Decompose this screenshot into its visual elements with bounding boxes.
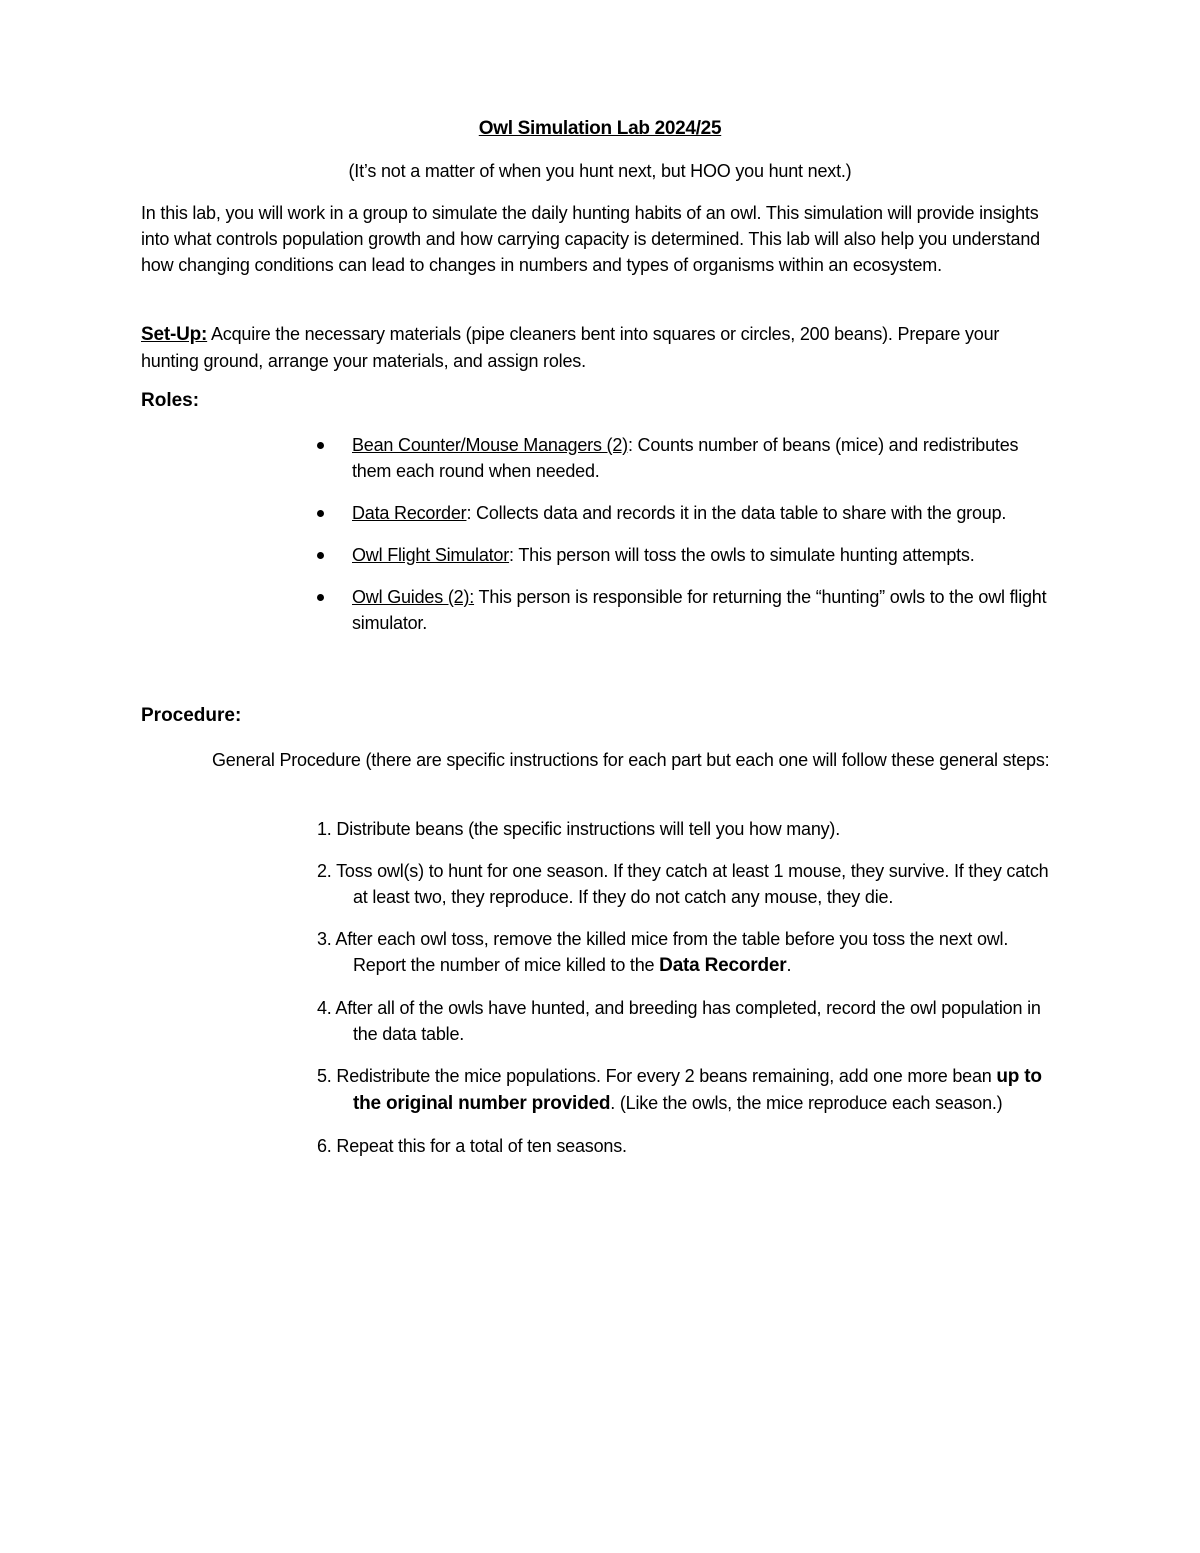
role-description: : Counts number of beans (mice) and redistributes them each round when needed. — [352, 435, 1019, 481]
setup-paragraph — [141, 321, 1061, 374]
role-name: Data Recorder — [352, 503, 467, 523]
setup-label: Set-Up: — [141, 324, 208, 345]
role-description: : This person will toss the owls to simulate hunting attempts. — [509, 545, 975, 565]
procedure-heading: Procedure: — [141, 705, 242, 726]
step-text-end: . — [786, 955, 792, 975]
step-emphasis: Data Recorder — [659, 955, 787, 976]
procedure-step: 4. After all of the owls have hunted, and breeding has completed, record the owl population in the data table. — [317, 998, 1041, 1044]
page-title: Owl Simulation Lab 2024/25 — [478, 118, 722, 139]
role-description: This person is responsible for returning the “hunting” owls to the owl flight simulator. — [352, 587, 1047, 633]
procedure-step: 2. Toss owl(s) to hunt for one season. If they catch at least 1 mouse, they survive. If they catch at least two, they reproduce. If they do not catch any mouse, they die. — [317, 861, 1049, 907]
step-text-end: . (Like the owls, the mice reproduce each season.) — [610, 1093, 1003, 1113]
role-name: Owl Guides (2): — [352, 587, 475, 607]
role-item — [352, 500, 1052, 526]
role-name: Owl Flight Simulator — [352, 545, 510, 565]
role-name: Bean Counter/Mouse Managers (2) — [352, 435, 628, 455]
subtitle: (It’s not a matter of when you hunt next, but HOO you hunt next.) — [348, 161, 852, 181]
procedure-step — [317, 1063, 1057, 1117]
step-text: 3. After each owl toss, remove the killed mice from the table before you toss the next owl. Report the number of mice killed to the — [317, 929, 1009, 975]
general-procedure: General Procedure (there are specific instructions for each part but each one will follow these general steps: — [212, 750, 1050, 770]
roles-list — [352, 432, 1052, 652]
procedure-step: 1. Distribute beans (the specific instructions will tell you how many). — [317, 819, 841, 839]
role-item — [352, 432, 1052, 484]
roles-heading: Roles: — [141, 390, 200, 411]
role-item — [352, 542, 1052, 568]
role-item — [352, 584, 1052, 636]
role-description: : Collects data and records it in the data table to share with the group. — [466, 503, 1007, 523]
step-emphasis: up to the original number provided — [353, 1066, 1042, 1114]
procedure-step — [317, 926, 1057, 979]
procedure-steps — [317, 816, 1057, 1175]
procedure-step: 6. Repeat this for a total of ten seasons. — [317, 1136, 627, 1156]
intro-paragraph: In this lab, you will work in a group to simulate the daily hunting habits of an owl. This simulation will provide insights into what controls population growth and how carrying capacity is determined. This lab will also help you understand how changing conditions can lead to changes in numbers and types of organisms within an ecosystem. — [141, 203, 1040, 275]
setup-text: Acquire the necessary materials (pipe cleaners bent into squares or circles, 200 beans). Prepare your hunting ground, arrange your materials, and assign roles. — [141, 324, 1000, 371]
step-text: 5. Redistribute the mice populations. For every 2 beans remaining, add one more bean — [317, 1066, 997, 1086]
